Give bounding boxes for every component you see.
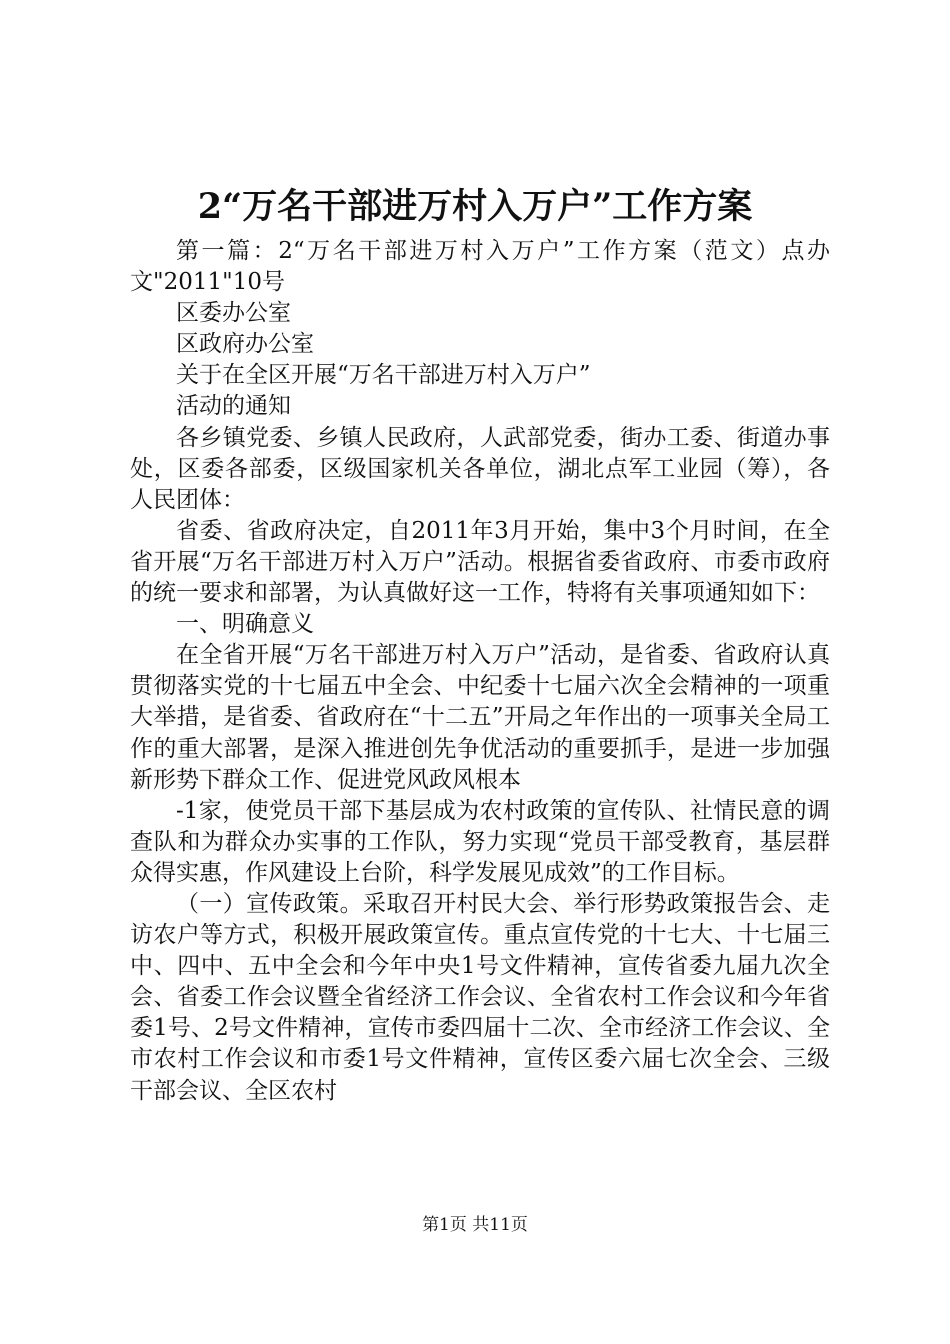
paragraph: 各乡镇党委、乡镇人民政府，人武部党委，街办工委、街道办事处，区委各部委，区级国家机关各单位，湖北点军工业园（筹），各人民团体： (130, 424, 830, 513)
paragraph: 区政府办公室 (176, 331, 314, 358)
paragraph: 第一篇：2“万名干部进万村入万户”工作方案（范文）点办文"2011"10号 (130, 238, 830, 296)
page-footer: 第1页 共11页 (422, 1215, 528, 1235)
paragraph: 在全省开展“万名干部进万村入万户”活动，是省委、省政府认真贯彻落实党的十七届五中全会、中纪委十七届六次全会精神的一项重大举措，是省委、省政府在“十二五”开局之年作出的一项事关全局工作的重大部署，是深入推进创先争优活动的重要抓手，是进一步加强新形势下群众工作、促进党风政风根本 (130, 642, 830, 793)
document-body (130, 236, 830, 1107)
section-heading: 一、明确意义 (176, 611, 314, 638)
paragraph: 关于在全区开展“万名干部进万村入万户” (176, 362, 591, 389)
paragraph: 区委办公室 (176, 300, 291, 327)
paragraph: （一）宣传政策。采取召开村民大会、举行形势政策报告会、走访农户等方式，积极开展政策宣传。重点宣传党的十七大、十七届三中、四中、五中全会和今年中央1号文件精神，宣传省委九届九次全会、省委工作会议暨全省经济工作会议、全省农村工作会议和今年省委1号、2号文件精神，宣传市委四届十二次、全市经济工作会议、全市农村工作会议和市委1号文件精神，宣传区委六届七次全会、三级干部会议、全区农村 (130, 890, 830, 1104)
paragraph: 活动的通知 (176, 393, 291, 420)
document-title: 2“万名干部进万村入万户”工作方案 (197, 186, 753, 227)
paragraph: -1家，使党员干部下基层成为农村政策的宣传队、社情民意的调查队和为群众办实事的工作队，努力实现“党员干部受教育，基层群众得实惠，作风建设上台阶，科学发展见成效”的工作目标。 (130, 797, 830, 886)
paragraph: 省委、省政府决定，自2011年3月开始，集中3个月时间，在全省开展“万名干部进万村入万户”活动。根据省委省政府、市委市政府的统一要求和部署，为认真做好这一工作，特将有关事项通知如下： (130, 517, 830, 607)
